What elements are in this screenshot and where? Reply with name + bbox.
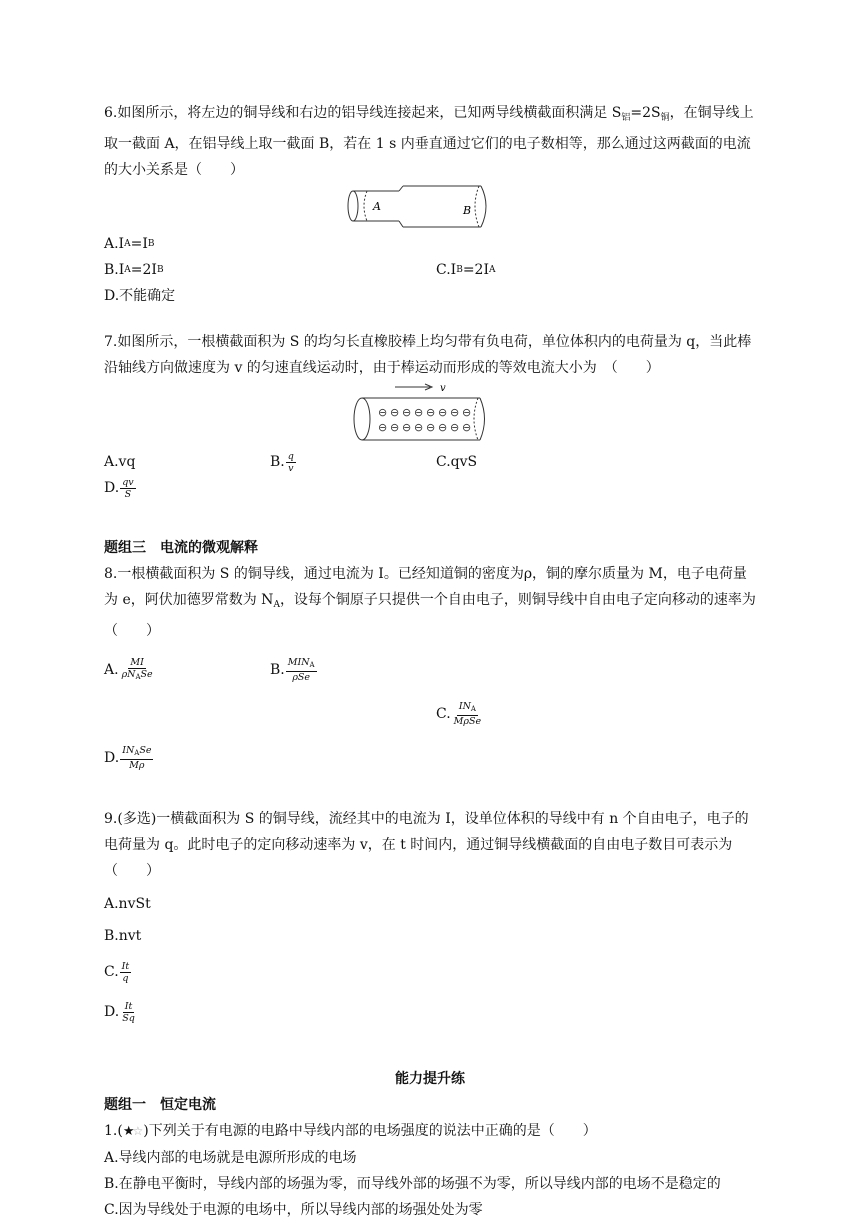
- question-9-stem: 9.(多选)一横截面积为 S 的铜导线，流经其中的电流为 I，设单位体积的导线中有 n 个自由电子，电子的电荷量为 q。此时电子的定向移动速率为 v，在 t 时间内，通过铜导线横截面的自由电子数目可表示为（ ）: [104, 811, 749, 879]
- option-c[interactable]: [104, 952, 436, 992]
- question-7: [104, 329, 756, 501]
- stem-text: ，在铜导线上取一截面 A，在铝导线上取一截面 B，若在 1 s 内垂直通过它们的电子数相等，那么通过这两截面的电流的大小关系是（ ）: [104, 105, 754, 178]
- numerator: q: [287, 450, 294, 462]
- option-d[interactable]: [104, 736, 270, 780]
- subscript: B: [147, 239, 155, 249]
- question-7-stem: 7.如图所示，一根横截面积为 S 的均匀长直橡胶棒上均匀带有负电荷，单位体积内的电荷量为 q，当此棒沿轴线方向做速度为 v 的匀速直线运动时，由于棒运动而形成的等效电流大小为 （ ）: [104, 334, 752, 376]
- option-text: B.: [270, 454, 285, 470]
- section-title: 能力提升练: [395, 1071, 465, 1087]
- num-subscript: A: [309, 661, 315, 669]
- fraction: [120, 961, 132, 984]
- option-d[interactable]: [104, 283, 270, 309]
- figure-label-v: v: [440, 383, 446, 394]
- stem-text: ，设每个铜原子只提供一个自由电子，则铜导线中自由电子定向移动的速率为（ ）: [104, 592, 756, 639]
- denominator: S: [124, 488, 132, 500]
- negative-charges: [378, 406, 471, 434]
- num-part: IN: [122, 745, 135, 756]
- num-part: Se: [139, 745, 152, 756]
- figure-label-a: A: [373, 200, 381, 213]
- numerator: It: [124, 1000, 133, 1012]
- den-part: ρN: [121, 669, 136, 680]
- numerator: MI: [130, 657, 144, 668]
- num-part: IN: [458, 701, 471, 712]
- denominator: q: [122, 972, 129, 984]
- option-text: A.I: [104, 236, 125, 252]
- question-1: [104, 1118, 756, 1223]
- stem-text: )下列关于有电源的电路中导线内部的电场强度的说法中正确的是（ ）: [143, 1123, 597, 1139]
- negative-charge-icon: ⊖: [438, 406, 448, 419]
- question-9: [104, 806, 756, 1032]
- option-b[interactable]: [104, 920, 436, 952]
- subscript: A: [124, 265, 131, 275]
- option-text: A.: [104, 662, 119, 678]
- negative-charge-icon: ⊖: [426, 406, 436, 419]
- option-text: D.: [104, 1004, 120, 1020]
- numerator: [120, 745, 153, 760]
- question-7-options: [104, 449, 756, 501]
- option-b[interactable]: [270, 648, 436, 692]
- option-text: C.I: [436, 262, 457, 278]
- den-subscript: A: [135, 673, 141, 681]
- option-text: =2I: [462, 262, 489, 278]
- negative-charge-icon: ⊖: [390, 406, 400, 419]
- worksheet-page: [104, 100, 756, 1223]
- subscript: A: [124, 239, 131, 249]
- negative-charge-icon: ⊖: [378, 421, 388, 434]
- option-b[interactable]: B.在静电平衡时，导线内部的场强为零，而导线外部的场强不为零，所以导线内部的电场不是稳定的: [104, 1176, 721, 1192]
- negative-charge-icon: ⊖: [378, 406, 388, 419]
- option-text: A.vq: [104, 454, 136, 470]
- stem-text: 8.一根横截面积为 S 的铜导线，通过电流为 I。已经知道铜的密度为ρ，铜的摩尔质量为 M，电子电荷量为 e，阿伏加德罗常数为 N: [104, 566, 747, 608]
- question-9-options: [104, 888, 756, 1032]
- stem-text: 1.(: [104, 1123, 123, 1139]
- negative-charge-icon: ⊖: [450, 406, 460, 419]
- negative-charge-icon: ⊖: [414, 421, 424, 434]
- option-text: C.: [104, 964, 119, 980]
- star-filled-icon: ★: [122, 1124, 135, 1139]
- question-6-options: [104, 231, 756, 309]
- group-3-heading: 题组三 电流的微观解释: [104, 540, 258, 556]
- negative-charge-icon: ⊖: [462, 406, 472, 419]
- denominator: Sq: [122, 1012, 135, 1024]
- fraction: [120, 477, 135, 500]
- denominator: v: [288, 462, 294, 474]
- stem-text: =2S: [630, 105, 661, 121]
- question-6-stem: [104, 100, 756, 183]
- fraction: [120, 1001, 137, 1024]
- option-a[interactable]: [104, 231, 436, 257]
- denominator: MρSe: [453, 716, 482, 727]
- star-empty-icon: ☆: [132, 1124, 144, 1138]
- num-subscript: A: [134, 749, 140, 757]
- fraction: [452, 701, 483, 727]
- negative-charge-icon: ⊖: [426, 421, 436, 434]
- denominator: ρSe: [292, 672, 311, 683]
- subscript: B: [456, 265, 463, 275]
- option-text: =I: [130, 236, 148, 252]
- numerator: It: [121, 960, 130, 972]
- option-c[interactable]: [436, 257, 602, 283]
- negative-charge-icon: ⊖: [402, 421, 412, 434]
- fraction: [120, 745, 153, 771]
- negative-charge-icon: ⊖: [450, 421, 460, 434]
- question-8-options: [104, 648, 756, 780]
- option-c[interactable]: [436, 449, 602, 475]
- wire-figure: [84, 183, 756, 231]
- subscript: 铝: [621, 113, 631, 123]
- question-1-stem: [104, 1118, 756, 1145]
- rod-figure: [84, 383, 756, 445]
- option-d[interactable]: [104, 475, 270, 501]
- fraction: [120, 657, 155, 683]
- question-8-stem: [104, 561, 756, 644]
- option-text: D.: [104, 480, 120, 496]
- option-a[interactable]: A.导线内部的电场就是电源所形成的电场: [104, 1150, 357, 1166]
- option-b[interactable]: [270, 449, 436, 475]
- subscript: 铜: [660, 113, 670, 123]
- option-c[interactable]: C.因为导线处于电源的电场中，所以导线内部的场强处处为零: [104, 1202, 483, 1218]
- num-subscript: A: [470, 705, 476, 713]
- negative-charge-icon: ⊖: [390, 421, 400, 434]
- option-b[interactable]: [104, 257, 436, 283]
- option-text: D.: [104, 750, 120, 766]
- option-a[interactable]: [104, 648, 270, 692]
- negative-charge-icon: ⊖: [438, 421, 448, 434]
- fraction: [286, 451, 296, 474]
- subscript: A: [489, 265, 496, 275]
- den-part: Se: [140, 669, 153, 680]
- option-text: B.I: [104, 262, 125, 278]
- option-text: C.: [436, 706, 451, 722]
- numerator: [286, 657, 317, 672]
- option-a[interactable]: [104, 888, 436, 920]
- option-text: B.: [270, 662, 285, 678]
- negative-charge-icon: ⊖: [462, 421, 472, 434]
- denominator: [120, 669, 155, 683]
- subscript: B: [156, 265, 164, 275]
- option-d[interactable]: [104, 992, 436, 1032]
- numerator: qv: [122, 476, 134, 488]
- stem-text: 6.如图所示，将左边的铜导线和右边的铝导线连接起来，已知两导线横截面积满足 S: [104, 105, 622, 121]
- option-text: C.qvS: [436, 454, 478, 470]
- question-6: [104, 100, 756, 309]
- negative-charge-icon: ⊖: [402, 406, 412, 419]
- negative-charge-icon: ⊖: [414, 406, 424, 419]
- subscript: A: [273, 600, 280, 610]
- option-a[interactable]: [104, 449, 270, 475]
- fraction: [286, 657, 317, 683]
- denominator: Mρ: [129, 760, 145, 771]
- option-text: D.不能确定: [104, 288, 176, 304]
- option-text: B.nvt: [104, 928, 142, 944]
- figure-label-b: B: [463, 204, 472, 217]
- option-text: =2I: [130, 262, 157, 278]
- numerator: [457, 701, 478, 716]
- option-c[interactable]: [436, 692, 602, 736]
- question-8: [104, 561, 756, 780]
- group-1-heading: 题组一 恒定电流: [104, 1097, 216, 1113]
- option-text: A.nvSt: [104, 896, 151, 912]
- num-part: MIN: [287, 657, 310, 668]
